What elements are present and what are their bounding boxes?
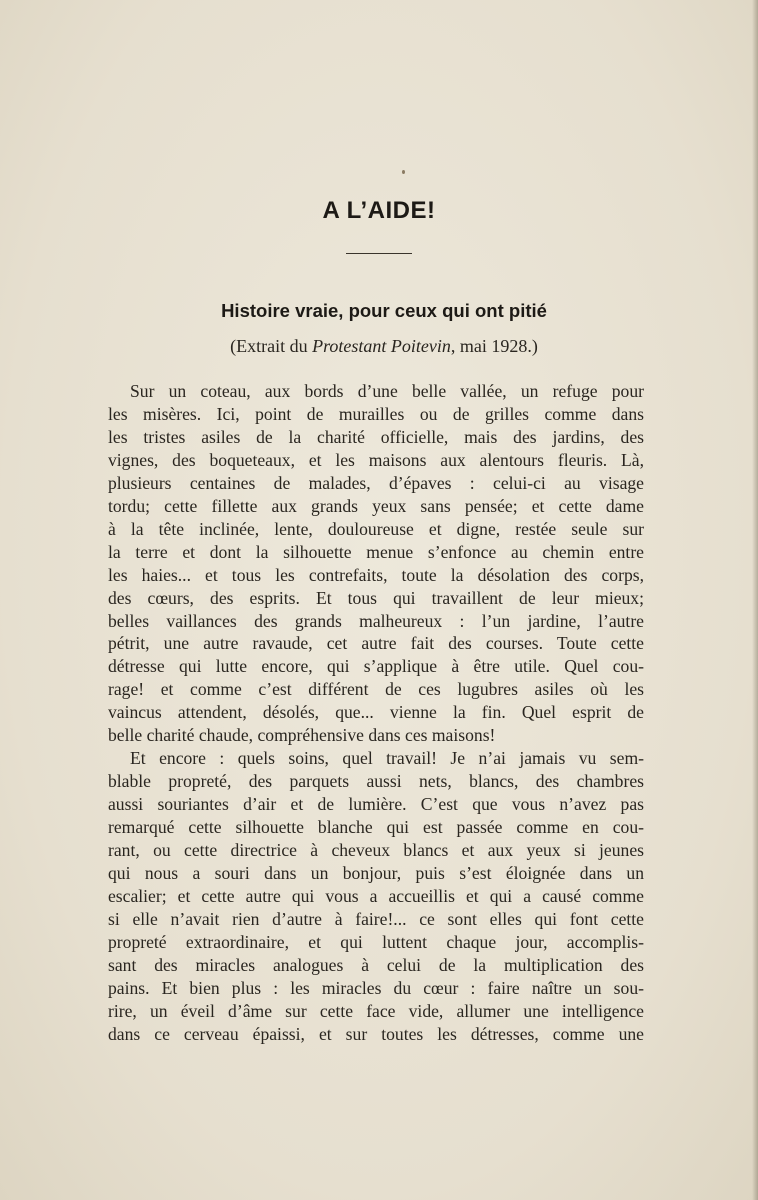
text-line: tordu; cette fillette aux grands yeux sans pensée; et cette dame [108, 495, 644, 516]
text-line: remarqué cette silhouette blanche qui est passée comme en cou- [108, 817, 644, 838]
text-line: vignes, des boqueteaux, et les maisons aux alentours fleuris. Là, [108, 449, 644, 470]
text-line: belle charité chaude, compréhensive dans ces maisons! [108, 725, 496, 746]
text-line: pains. Et bien plus : les miracles du cœur : faire naître un sou- [108, 977, 644, 998]
text-line: belles vaillances des grands malheureux : l’un jardine, l’autre [108, 610, 644, 631]
text-line: aussi souriantes d’air et de lumière. C’est que vous n’avez pas [108, 794, 644, 815]
text-line: la terre et dont la silhouette menue s’enfonce au chemin entre [108, 541, 644, 562]
subtitle: Histoire vraie, pour ceux qui ont pitié [221, 300, 547, 321]
text-line: vaincus attendent, désolés, que... vienne la fin. Quel esprit de [108, 702, 644, 723]
text-line: Sur un coteau, aux bords d’une belle vallée, un refuge pour [130, 381, 644, 401]
text-line: qui nous a souri dans un bonjour, puis s’est éloignée dans un [108, 863, 644, 884]
text-line: des cœurs, des esprits. Et tous qui travaillent de leur mieux; [108, 587, 644, 608]
article-body [108, 380, 644, 1046]
source-note-prefix: (Extrait du [230, 336, 313, 356]
source-note-suffix: , mai 1928.) [450, 336, 538, 356]
text-line: blable propreté, des parquets aussi nets, blancs, des chambres [108, 771, 644, 792]
text-line: rant, ou cette directrice à cheveux blancs et aux yeux si jeunes [108, 840, 644, 861]
source-note [0, 336, 758, 357]
source-publication: Protestant Poitevin [312, 336, 451, 356]
page-edge-shadow [752, 0, 758, 1200]
text-line: à la tête inclinée, lente, douloureuse et digne, restée seule sur [108, 518, 644, 539]
text-line: escalier; et cette autre qui vous a accueillis et qui a causé comme [108, 885, 644, 906]
text-line: propreté extraordinaire, et qui luttent chaque jour, accomplis- [108, 931, 644, 952]
text-line: Et encore : quels soins, quel travail! Je n’ai jamais vu sem- [130, 748, 644, 769]
paragraph-1 [108, 380, 644, 747]
text-line: rire, un éveil d’âme sur cette face vide, allumer une intelligence [108, 1000, 644, 1021]
title-divider [346, 253, 412, 254]
text-line: si elle n’avait rien d’autre à faire!... ce sont elles qui font cette [108, 908, 644, 929]
text-line: les misères. Ici, point de murailles ou de grilles comme dans [108, 403, 644, 424]
ink-speck [402, 170, 405, 174]
paragraph-2 [108, 747, 644, 1045]
text-line: détresse qui lutte encore, qui s’applique à être utile. Quel cou- [108, 656, 644, 677]
text-line: dans ce cerveau épaissi, et sur toutes les détresses, comme une [108, 1023, 644, 1044]
text-line: les tristes asiles de la charité officielle, mais des jardins, des [108, 426, 644, 447]
page-title: A L’AIDE! [322, 197, 436, 224]
text-line: rage! et comme c’est différent de ces lugubres asiles où les [108, 679, 644, 700]
text-line: plusieurs centaines de malades, d’épaves : celui-ci au visage [108, 472, 644, 493]
text-line: sant des miracles analogues à celui de la multiplication des [108, 954, 644, 975]
text-line: pétrit, une autre ravaude, cet autre fait des courses. Toute cette [108, 633, 644, 654]
text-line: les haies... et tous les contrefaits, toute la désolation des corps, [108, 564, 644, 585]
